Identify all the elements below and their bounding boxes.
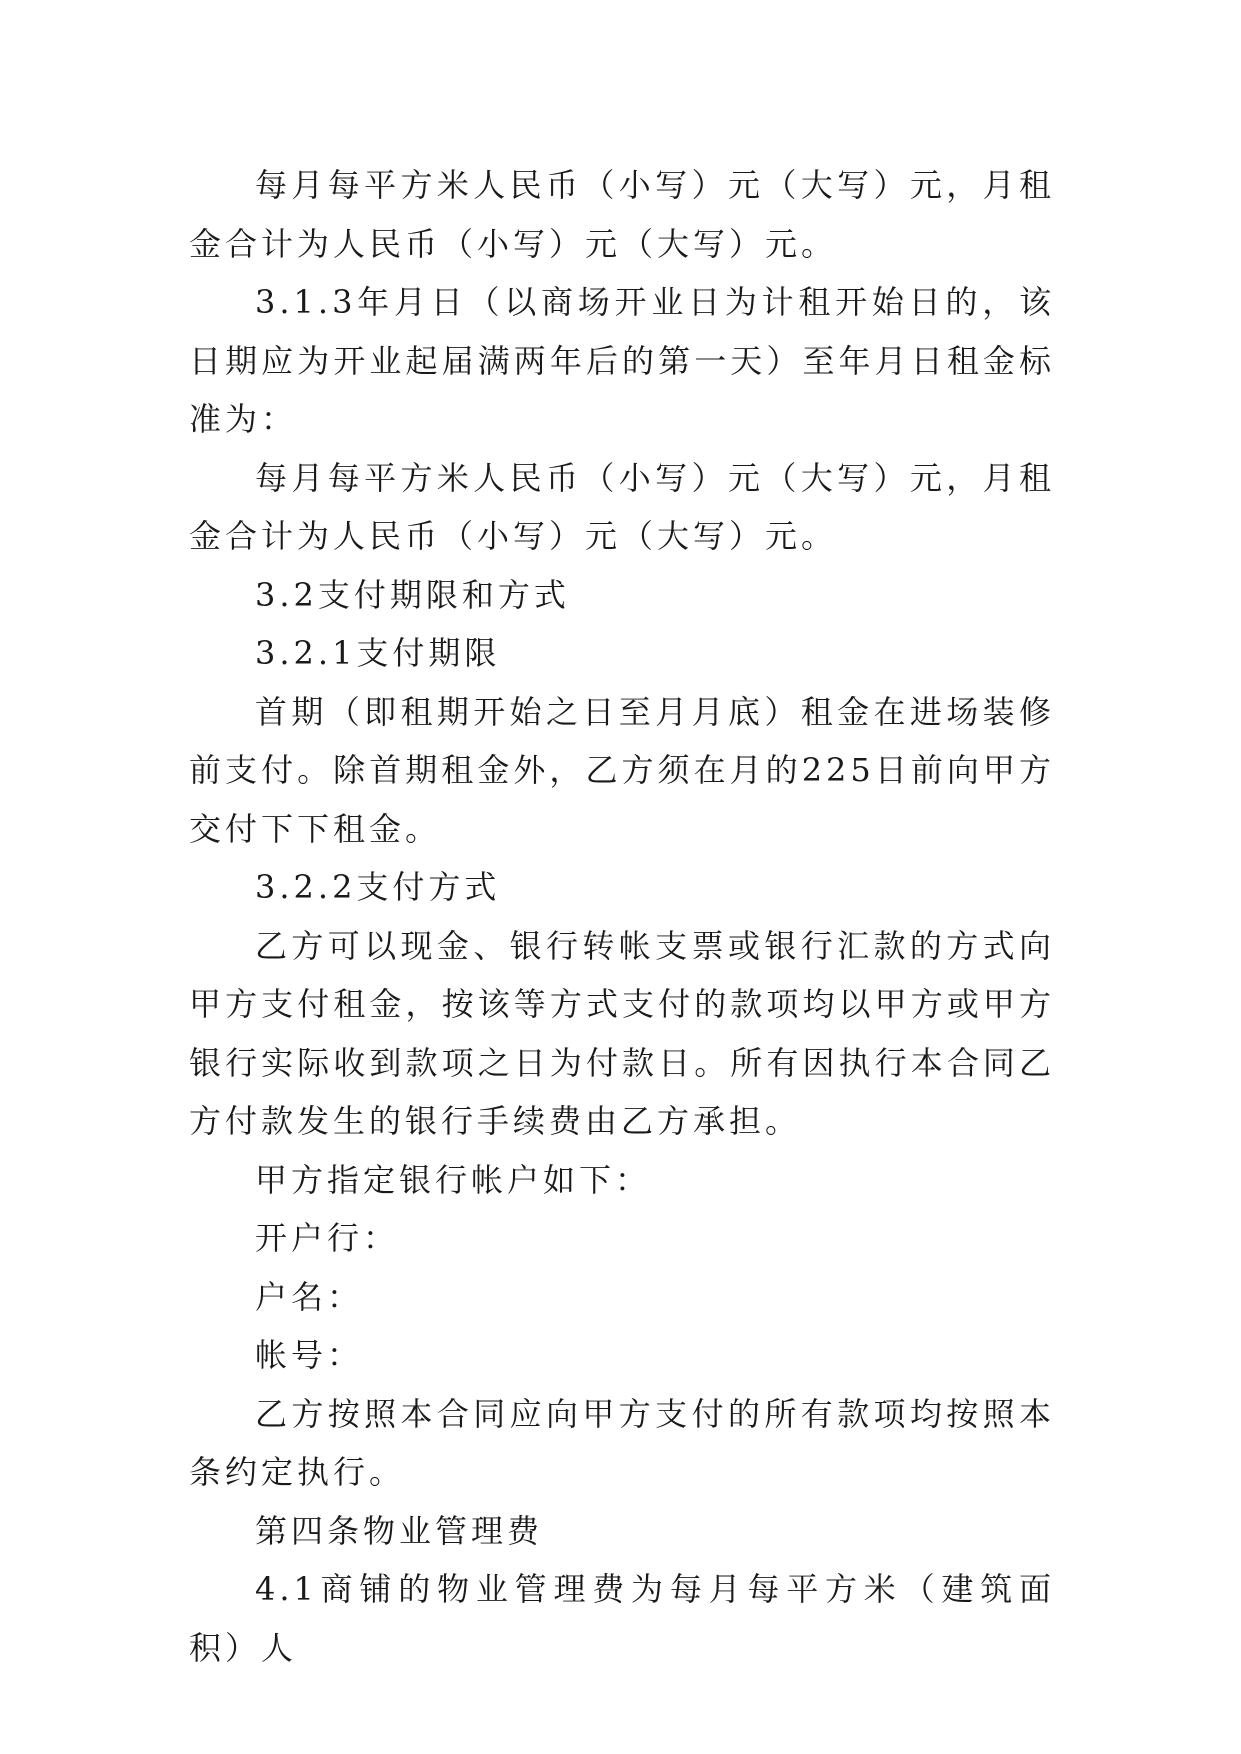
heading-clause-3-2-1: 3.2.1支付期限 <box>255 634 501 672</box>
field-account-name: 户名： <box>255 1277 364 1316</box>
paragraph-payment-method: 乙方可以现金、银行转帐支票或银行汇款的方式向甲方支付租金，按该等方式支付的款项均以甲方或甲方银行实际收到款项之日为付款日。所有因执行本合同乙方付款发生的银行手续费由乙方承担。 <box>189 926 1055 1140</box>
paragraph-clause-4-1: 4.1商铺的物业管理费为每月每平方米（建筑面积）人 <box>189 1570 1055 1667</box>
paragraph-payment-execution: 乙方按照本合同应向甲方支付的所有款项均按照本条约定执行。 <box>189 1394 1055 1491</box>
paragraph-bank-account-intro: 甲方指定银行帐户如下： <box>255 1160 652 1199</box>
heading-article-4: 第四条物业管理费 <box>255 1511 544 1550</box>
paragraph-clause-3-1-3: 3.1.3年月日（以商场开业日为计租开始日的，该日期应为开业起届满两年后的第一天）至年月日租金标准为： <box>189 283 1055 438</box>
paragraph-payment-term: 首期（即租期开始之日至月月底）租金在进场装修前支付。除首期租金外，乙方须在月的225日前向甲方交付下下租金。 <box>189 692 1055 848</box>
field-account-number: 帐号： <box>255 1336 364 1374</box>
document-body <box>189 156 1055 1677</box>
field-bank-name: 开户行： <box>255 1219 400 1257</box>
heading-clause-3-2: 3.2支付期限和方式 <box>255 575 570 614</box>
paragraph-rent-standard-2: 每月每平方米人民币（小写）元（大写）元，月租金合计为人民币（小写）元（大写）元。 <box>189 458 1055 555</box>
paragraph-rent-standard-1: 每月每平方米人民币（小写）元（大写）元，月租金合计为人民币（小写）元（大写）元。 <box>189 166 1055 263</box>
heading-clause-3-2-2: 3.2.2支付方式 <box>255 868 501 906</box>
